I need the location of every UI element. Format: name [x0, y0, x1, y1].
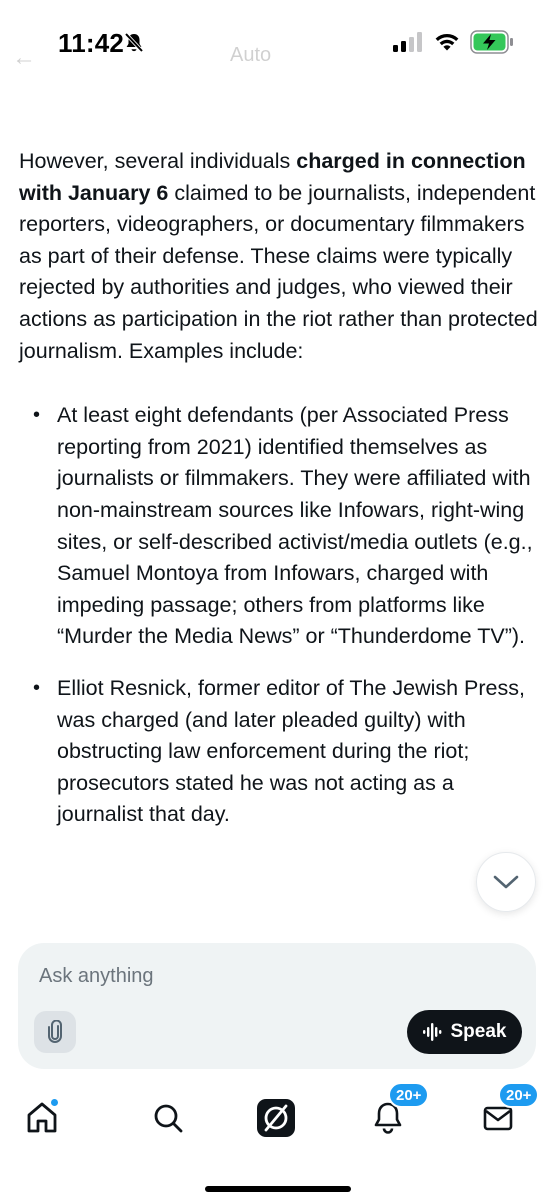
intro-text-start: However, several individuals	[19, 149, 297, 173]
tab-grok[interactable]	[254, 1096, 298, 1140]
ask-input-box[interactable]	[18, 943, 536, 1069]
examples-list	[19, 400, 539, 831]
response-content	[19, 146, 539, 851]
intro-text-end: claimed to be journalists, independent reporters, videographers, or documentary filmmakers as part of their defense. These claims were typically rejected by authorities and judges, who viewed their actions as participation in the riot rather than protected journalism. Examples include:	[19, 180, 538, 363]
waveform-icon	[423, 1023, 443, 1041]
home-notification-dot	[50, 1098, 59, 1107]
model-selector[interactable]: Auto	[230, 44, 272, 66]
intro-paragraph	[19, 146, 539, 367]
paperclip-icon	[45, 1020, 65, 1044]
notifications-badge: 20+	[388, 1082, 429, 1108]
tab-notifications[interactable]	[366, 1086, 422, 1140]
list-item: • At least eight defendants (per Associated Press reporting from 2021) identified themselves as journalists or filmmakers. They were affiliated with non-mainstream sources like Infowars, right-wing sites, or self-described activist/media outlets (e.g., Samuel Montoya from Infowars, charged with impeding passage; others from platforms like “Murder the Media News” or “Thunderdome TV”).	[19, 400, 539, 653]
intro-text-bold: charged in connection with January 6	[19, 149, 526, 205]
faded-header	[0, 40, 554, 72]
scroll-down-button[interactable]	[476, 852, 536, 912]
home-indicator	[205, 1186, 351, 1192]
tab-messages[interactable]	[476, 1086, 532, 1140]
tab-search[interactable]	[146, 1096, 190, 1140]
tab-home[interactable]	[20, 1096, 64, 1140]
ask-input[interactable]: Ask anything	[39, 965, 154, 987]
status-time: 11:42	[58, 28, 125, 58]
content-fade	[0, 880, 554, 940]
messages-badge: 20+	[498, 1082, 539, 1108]
back-arrow-icon[interactable]: ←	[12, 44, 36, 71]
speak-button[interactable]	[407, 1010, 522, 1054]
chevron-down-icon	[493, 874, 519, 890]
grok-icon	[256, 1098, 296, 1138]
attach-button[interactable]	[34, 1011, 76, 1053]
bottom-tab-bar	[0, 1086, 554, 1150]
speak-label: Speak	[450, 1021, 507, 1042]
list-item: • Elliot Resnick, former editor of The Jewish Press, was charged (and later pleaded guilty) with obstructing law enforcement during the riot; prosecutors stated he was not acting as a journalist that day.	[19, 673, 539, 831]
search-icon	[152, 1102, 184, 1134]
